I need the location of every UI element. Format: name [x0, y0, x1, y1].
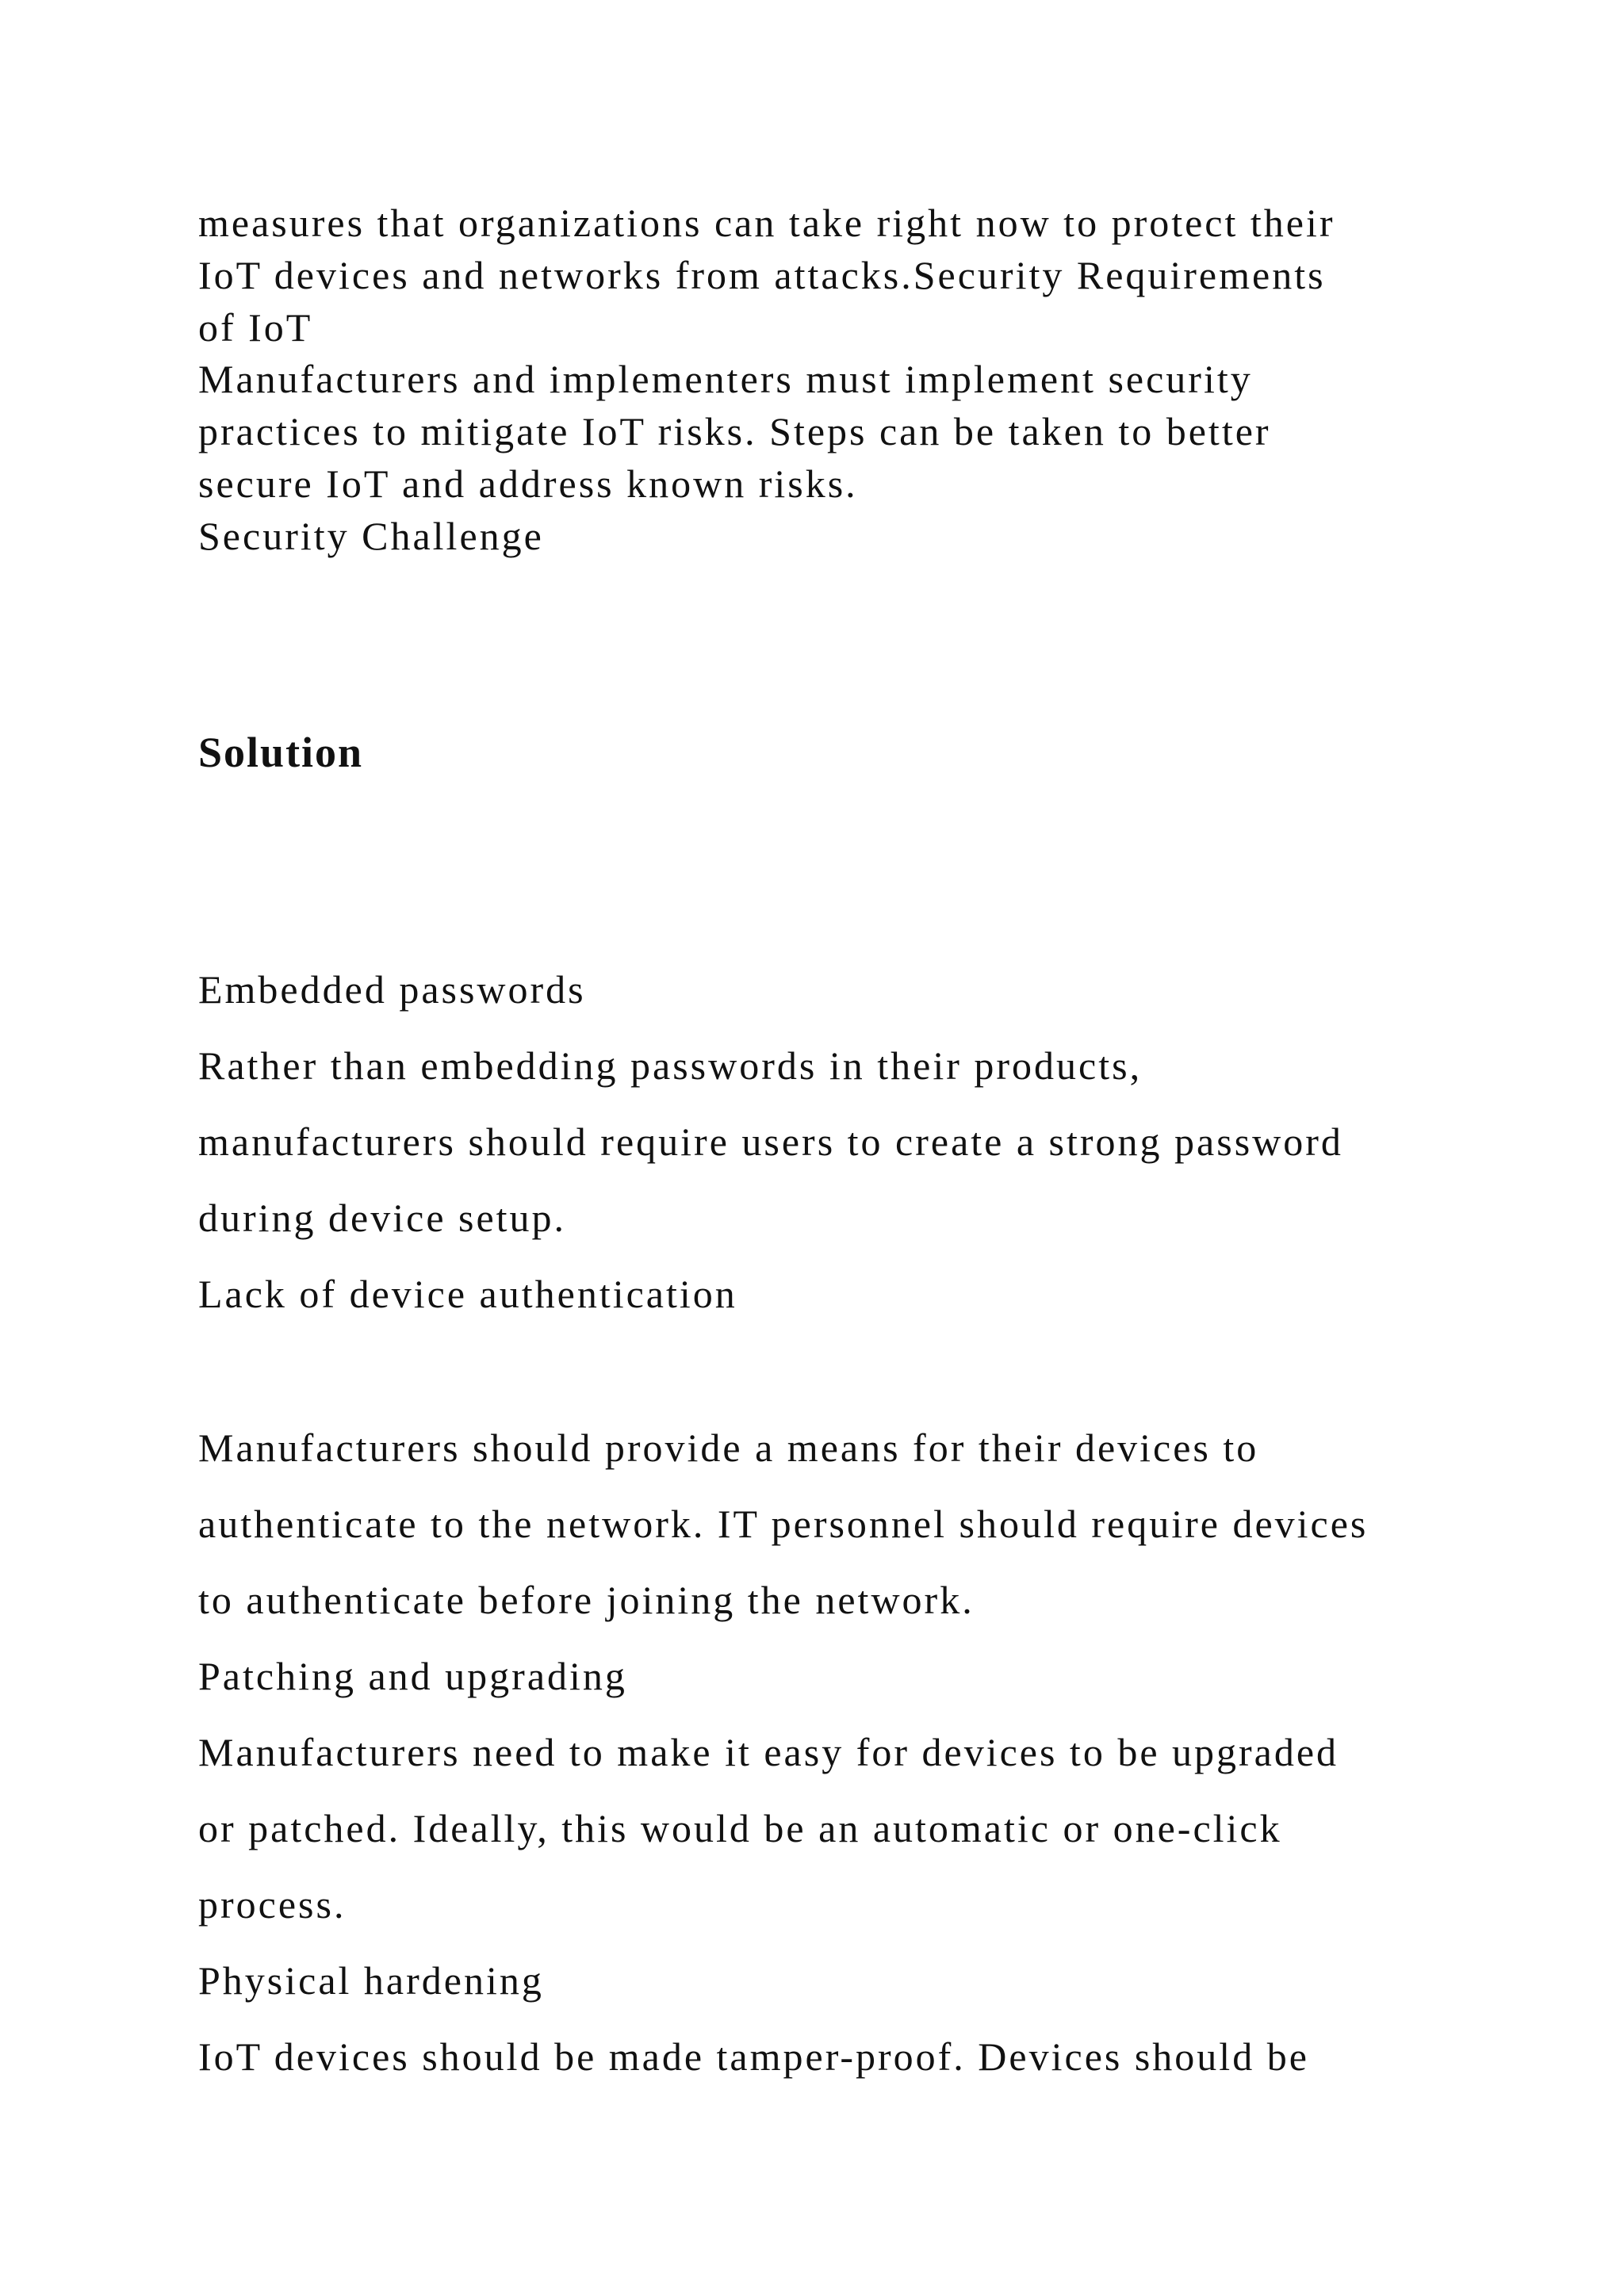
section-title-device-authentication: Lack of device authentication [198, 1272, 737, 1316]
device-authentication-line-2: authenticate to the network. IT personnel should require devices [198, 1502, 1369, 1546]
intro-line-4: Manufacturers and implementers must implement security [198, 357, 1253, 401]
embedded-passwords-line-2: manufacturers should require users to create a strong password [198, 1119, 1343, 1164]
device-authentication-line-3: to authenticate before joining the network. [198, 1578, 975, 1622]
intro-line-3: of IoT [198, 305, 313, 350]
embedded-passwords-line-3: during device setup. [198, 1196, 567, 1240]
patching-upgrading-line-1: Manufacturers need to make it easy for devices to be upgraded [198, 1730, 1339, 1774]
section-title-patching-upgrading: Patching and upgrading [198, 1654, 627, 1698]
patching-upgrading-line-3: process. [198, 1882, 347, 1927]
intro-line-1: measures that organizations can take right now to protect their [198, 201, 1335, 245]
intro-line-5: practices to mitigate IoT risks. Steps can be taken to better [198, 409, 1271, 453]
intro-line-7: Security Challenge [198, 514, 544, 558]
device-authentication-line-1: Manufacturers should provide a means for their devices to [198, 1425, 1259, 1470]
section-title-embedded-passwords: Embedded passwords [198, 967, 586, 1012]
intro-line-6: secure IoT and address known risks. [198, 461, 858, 506]
patching-upgrading-line-2: or patched. Ideally, this would be an automatic or one-click [198, 1806, 1282, 1850]
physical-hardening-line-1: IoT devices should be made tamper-proof. Devices should be [198, 2034, 1309, 2079]
embedded-passwords-line-1: Rather than embedding passwords in their products, [198, 1043, 1143, 1088]
section-title-physical-hardening: Physical hardening [198, 1958, 544, 2003]
intro-line-2: IoT devices and networks from attacks.Security Requirements [198, 253, 1326, 297]
solution-heading: Solution [198, 729, 364, 776]
